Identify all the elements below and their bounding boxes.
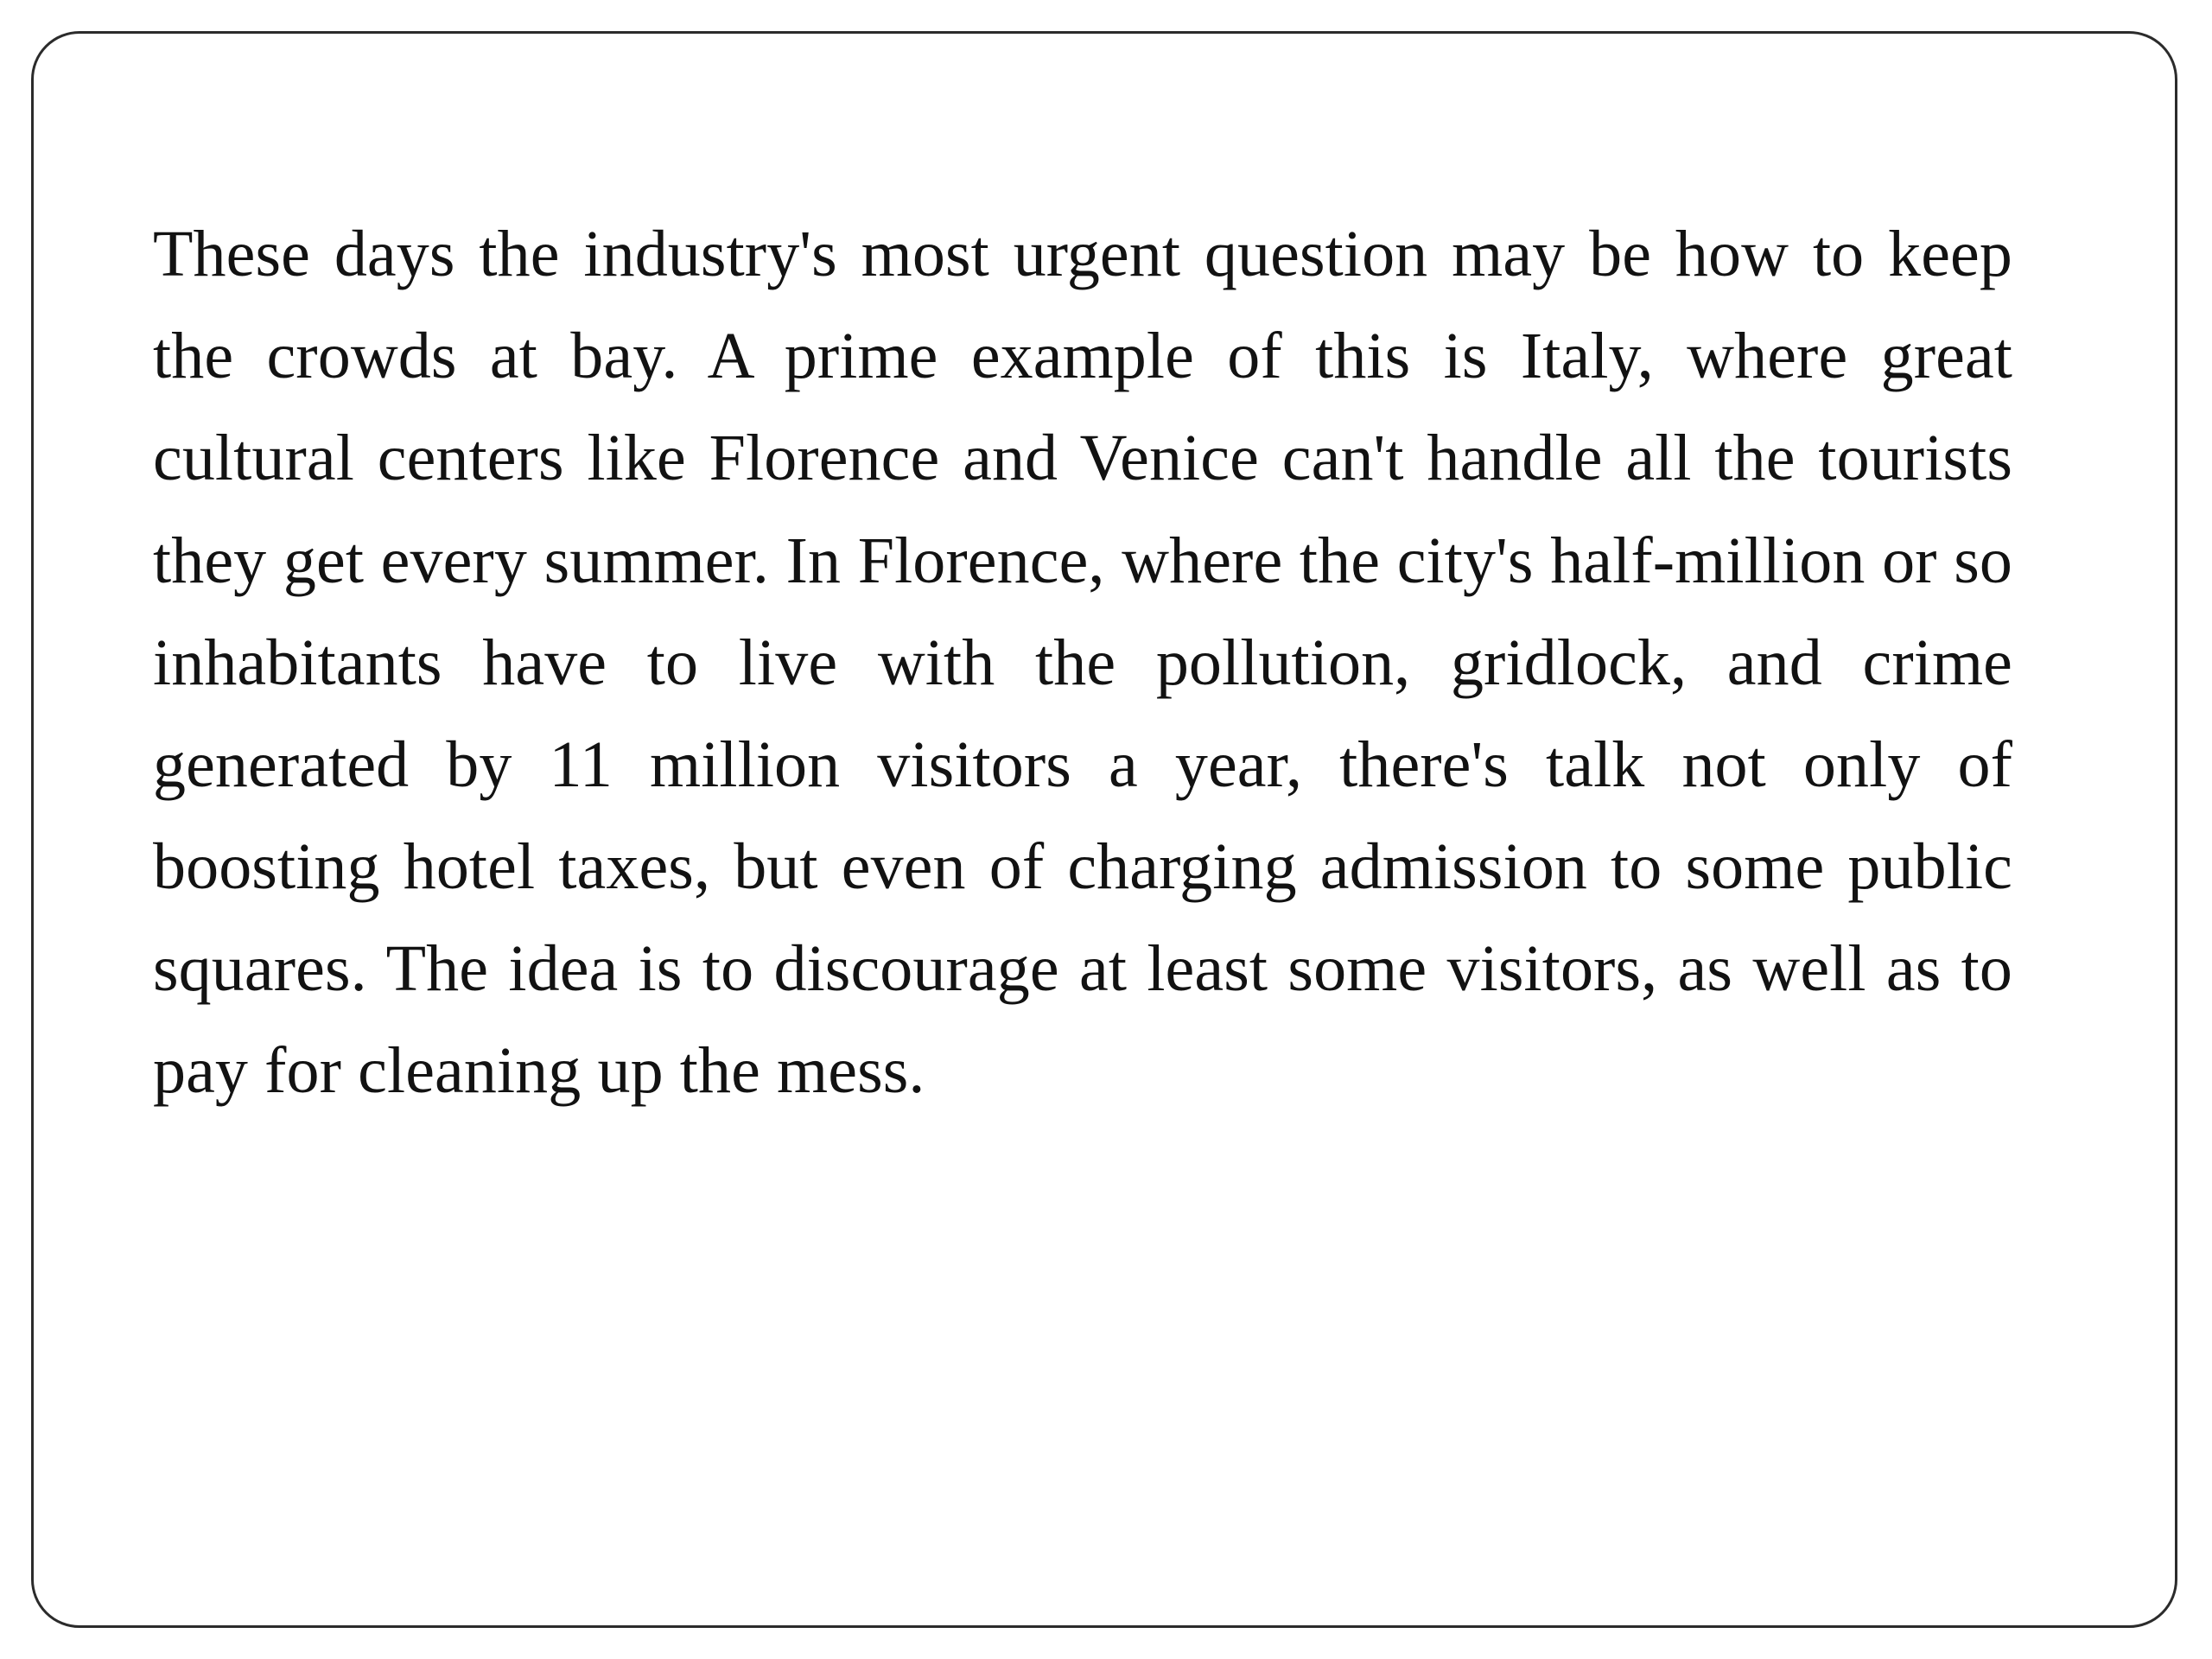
slide-body-paragraph: These days the industry's most urgent question may be how to keep the crowds at bay. A prime example of this is Italy, where great cultural centers like Florence and Venice can't handle all the tourists they get every summer. In Florence, where the city's half-million or so inhabitants have to live with the pollution, gridlock, and crime generated by 11 million visitors a year, there's talk not only of boosting hotel taxes, but even of charging admission to some public squares. The idea is to discourage at least some visitors, as well as to pay for cleaning up the mess. <box>153 218 2030 1108</box>
slide-canvas <box>31 31 2177 1628</box>
